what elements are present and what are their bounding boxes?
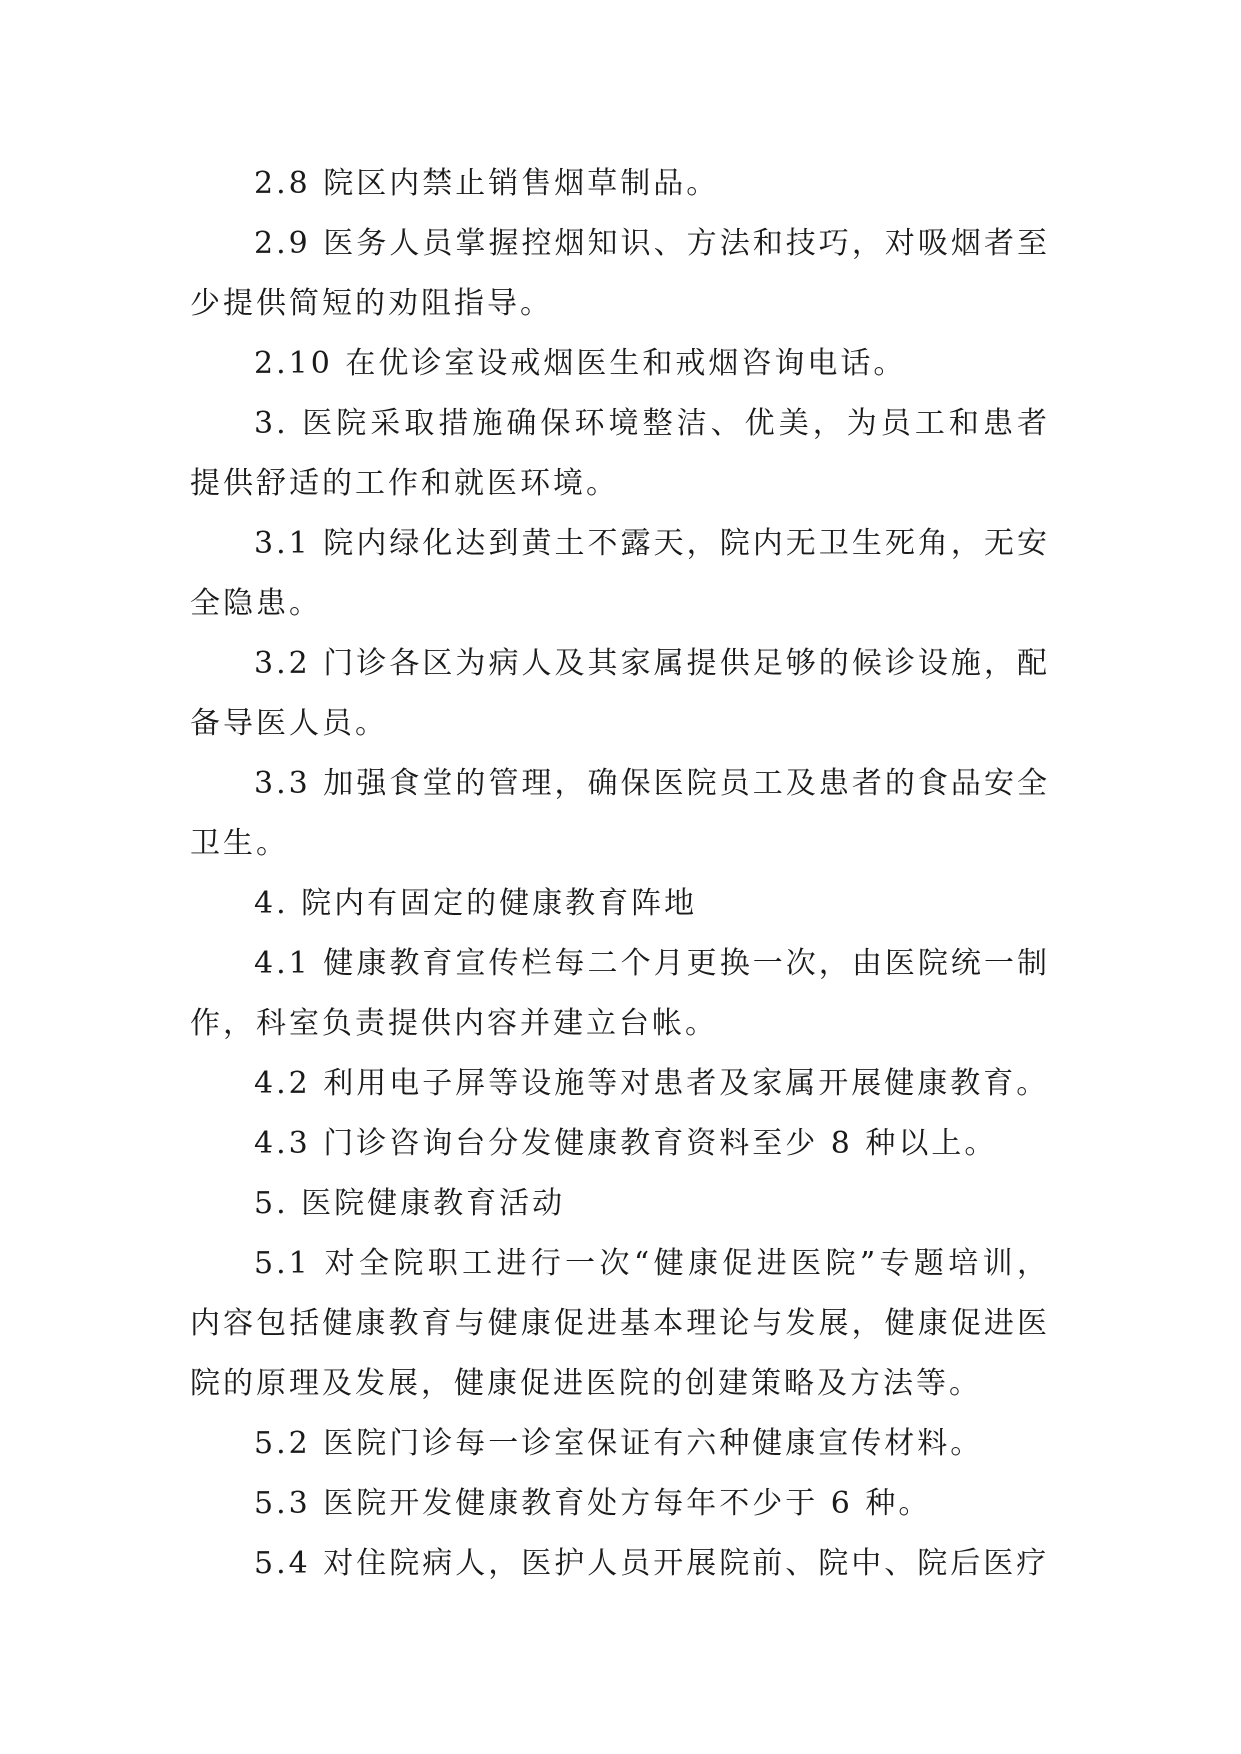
paragraph-5-4: 5.4 对住院病人，医护人员开展院前、院中、院后医疗 [254, 1546, 1050, 1581]
paragraph-2-8: 2.8 院区内禁止销售烟草制品。 [254, 166, 720, 201]
paragraph-4-1: 4.1 健康教育宣传栏每二个月更换一次，由医院统一制作，科室负责提供内容并建立台帐。 [190, 946, 1050, 1041]
document-body [190, 154, 1050, 1594]
paragraph-4-3: 4.3 门诊咨询台分发健康教育资料至少 8 种以上。 [254, 1126, 998, 1161]
paragraph-5-3: 5.3 医院开发健康教育处方每年不少于 6 种。 [254, 1486, 932, 1521]
paragraph-3-3: 3.3 加强食堂的管理，确保医院员工及患者的食品安全卫生。 [190, 766, 1050, 861]
paragraph-3: 3. 医院采取措施确保环境整洁、优美，为员工和患者提供舒适的工作和就医环境。 [190, 406, 1050, 501]
paragraph-5-2: 5.2 医院门诊每一诊室保证有六种健康宣传材料。 [254, 1426, 984, 1461]
paragraph-4-2: 4.2 利用电子屏等设施等对患者及家属开展健康教育。 [254, 1066, 1050, 1101]
paragraph-4: 4. 院内有固定的健康教育阵地 [254, 886, 698, 921]
paragraph-2-9: 2.9 医务人员掌握控烟知识、方法和技巧，对吸烟者至少提供简短的劝阻指导。 [190, 226, 1050, 321]
paragraph-3-2: 3.2 门诊各区为病人及其家属提供足够的候诊设施，配备导医人员。 [190, 646, 1050, 741]
paragraph-3-1: 3.1 院内绿化达到黄土不露天，院内无卫生死角，无安全隐患。 [190, 526, 1050, 621]
paragraph-5: 5. 医院健康教育活动 [254, 1186, 566, 1221]
paragraph-2-10: 2.10 在优诊室设戒烟医生和戒烟咨询电话。 [254, 346, 907, 381]
paragraph-5-1: 5.1 对全院职工进行一次“健康促进医院”专题培训，内容包括健康教育与健康促进基本理论与发展，健康促进医院的原理及发展，健康促进医院的创建策略及方法等。 [190, 1246, 1050, 1401]
